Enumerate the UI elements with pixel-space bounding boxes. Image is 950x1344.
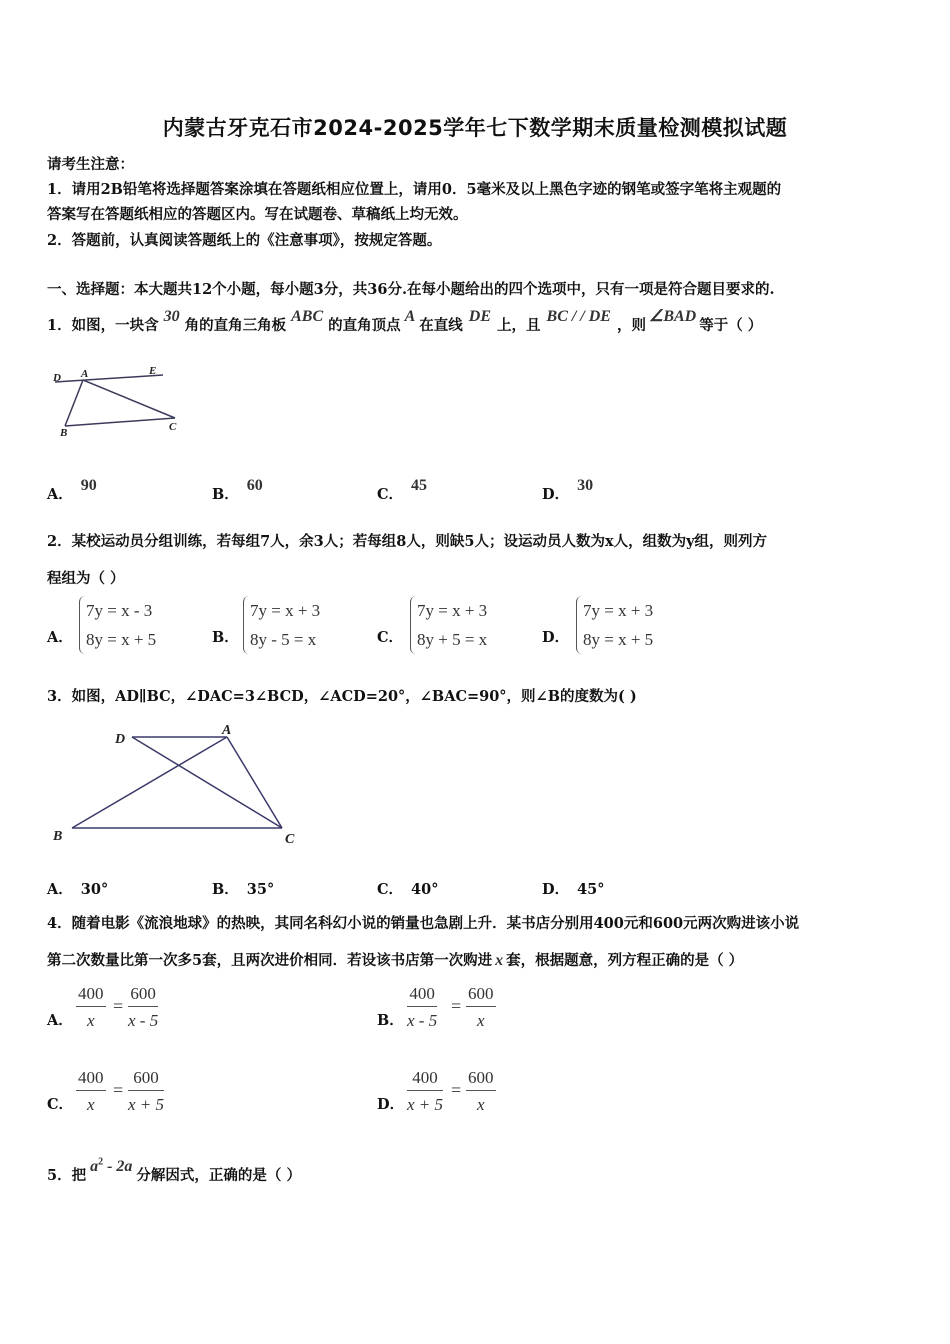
q3-line-ac — [227, 737, 282, 828]
q1-text-5: 上，且 — [497, 317, 541, 334]
q2-option-a-system — [79, 596, 156, 654]
q3-option-c[interactable] — [377, 878, 438, 899]
numerator: 600 — [466, 1068, 496, 1091]
option-label: B． — [212, 881, 239, 898]
q5-expression — [90, 1158, 132, 1175]
q4-a-frac-right — [128, 984, 158, 1031]
option-value: 35° — [246, 881, 275, 898]
q1-figure — [45, 360, 195, 440]
denominator: x — [86, 1095, 95, 1114]
q4-option-d-label[interactable]: D． — [377, 1096, 405, 1113]
q1-line-de — [55, 375, 163, 382]
q1-label-e: E — [149, 365, 157, 377]
q2-option-a-label[interactable]: A． — [47, 629, 73, 646]
denominator: x - 5 — [128, 1011, 159, 1030]
q5-expr-exponent: 2 — [98, 1156, 104, 1168]
q3-line-ba — [72, 737, 227, 828]
q4-option-a-label[interactable]: A． — [47, 1012, 73, 1029]
q2-option-d-label[interactable]: D． — [542, 629, 570, 646]
numerator: 400 — [76, 984, 106, 1007]
option-value: 45° — [577, 881, 605, 898]
q4-a-frac-left — [76, 984, 106, 1031]
notice-heading: 请考生注意： — [47, 156, 134, 173]
q4-option-b-label[interactable]: B． — [377, 1012, 404, 1029]
q1-math-angle: ∠BAD — [648, 308, 697, 325]
numerator: 400 — [76, 1068, 106, 1091]
numerator: 600 — [128, 1068, 164, 1091]
equation: 8y - 5 = x — [250, 630, 317, 649]
q5-expr-rest: - 2a — [103, 1158, 133, 1175]
q1-option-c[interactable] — [377, 477, 428, 504]
q3-label-d: D — [115, 732, 126, 747]
option-value: 45 — [411, 477, 428, 494]
q2-stem-line2: 程组为（ ） — [47, 570, 125, 587]
q3-option-a[interactable] — [47, 878, 108, 899]
q2-option-d-system — [576, 596, 653, 654]
q2-option-b-system — [243, 596, 320, 654]
q2-option-c-system — [410, 596, 487, 654]
q4-a-equals: = — [113, 996, 124, 1016]
equation: 8y = x + 5 — [583, 630, 654, 649]
notice-line1b: 答案写在答题纸相应的答题区内。写在试题卷、草稿纸上均无效。 — [47, 206, 468, 223]
option-label: D． — [542, 881, 570, 898]
option-label: D． — [542, 486, 570, 503]
equation: 7y = x + 3 — [417, 601, 488, 620]
numerator: 600 — [128, 984, 158, 1007]
equation: 7y = x - 3 — [86, 601, 153, 620]
q1-math-abc: ABC — [291, 308, 324, 325]
q5-text: 5．把 — [47, 1167, 87, 1184]
q5-stem — [47, 1156, 301, 1185]
option-label: B． — [212, 486, 239, 503]
equation: 8y + 5 = x — [417, 630, 488, 649]
option-value: 30 — [577, 477, 594, 494]
option-label: C． — [377, 486, 404, 503]
q3-option-d[interactable] — [542, 878, 605, 899]
section-heading: 一、选择题：本大题共12个小题，每小题3分，共36分.在每小题给出的四个选项中，只有一项是符合题目要求的. — [47, 281, 775, 298]
q1-text-4: 在直线 — [419, 317, 463, 334]
q1-option-d[interactable] — [542, 477, 594, 504]
equation: 7y = x + 3 — [583, 601, 654, 620]
q4-d-equals: = — [451, 1080, 462, 1100]
option-value: 90 — [80, 477, 97, 494]
q1-side-ac — [83, 380, 175, 418]
q4-option-c-label[interactable]: C． — [47, 1096, 74, 1113]
q1-math-30: 30 — [163, 308, 180, 325]
q1-math-a: A — [404, 308, 416, 325]
q4-text: 套，根据题意，列方程正确的是（ ） — [506, 952, 744, 969]
q5-expr-a: a — [90, 1158, 99, 1175]
q4-stem-line2 — [47, 949, 743, 970]
notice-line2: 2．答题前，认真阅读答题纸上的《注意事项》，按规定答题。 — [47, 232, 442, 249]
q2-option-c-label[interactable]: C． — [377, 629, 404, 646]
denominator: x + 5 — [407, 1095, 444, 1114]
q4-d-frac-left — [407, 1068, 443, 1115]
q1-text-7: 等于（ ） — [699, 317, 763, 334]
q1-label-c: C — [169, 421, 177, 433]
q3-stem: 3．如图，AD∥BC，∠DAC=3∠BCD，∠ACD=20°，∠BAC=90°，则∠B的度数为( ) — [47, 688, 637, 705]
q1-label-b: B — [60, 427, 68, 439]
q4-c-equals: = — [113, 1080, 124, 1100]
q1-stem — [47, 308, 763, 335]
q4-d-frac-right — [466, 1068, 496, 1115]
option-value: 40° — [411, 881, 439, 898]
q1-text-2: 角的直角三角板 — [184, 317, 287, 334]
q2-stem-line1: 2．某校运动员分组训练，若每组7人，余3人；若每组8人，则缺5人；设运动员人数为x人，组数为y组，则列方 — [47, 533, 768, 550]
q4-c-frac-left — [76, 1068, 106, 1115]
option-value: 60 — [246, 477, 263, 494]
equation: 7y = x + 3 — [250, 601, 321, 620]
q1-option-b[interactable] — [212, 477, 263, 504]
q2-option-b-label[interactable]: B． — [212, 629, 239, 646]
q1-side-bc — [65, 418, 175, 426]
q4-b-frac-right — [466, 984, 496, 1031]
q4-stem-line1: 4．随着电影《流浪地球》的热映，其同名科幻小说的销量也急剧上升．某书店分别用400元和600元两次购进该小说 — [47, 915, 800, 932]
q4-b-equals: = — [451, 996, 462, 1016]
q5-text: 分解因式，正确的是（ ） — [136, 1167, 301, 1184]
q3-figure — [45, 718, 305, 848]
q1-math-de: DE — [468, 308, 492, 325]
q1-text-1: 1．如图，一块含 — [47, 317, 159, 334]
option-value: 30° — [80, 881, 109, 898]
q3-label-a: A — [222, 723, 232, 738]
denominator: x — [86, 1011, 95, 1030]
q4-b-frac-left — [407, 984, 437, 1031]
page-title: 内蒙古牙克石市2024-2025学年七下数学期末质量检测模拟试题 — [162, 116, 788, 140]
q1-option-a[interactable] — [47, 477, 97, 504]
equation: 8y = x + 5 — [86, 630, 157, 649]
q4-c-frac-right — [128, 1068, 164, 1115]
q3-line-dc — [132, 737, 282, 828]
denominator: x — [476, 1095, 485, 1114]
q1-label-a: A — [81, 368, 89, 380]
numerator: 400 — [407, 984, 437, 1007]
notice-line1a: 1．请用2B铅笔将选择题答案涂填在答题纸相应位置上，请用0．5毫米及以上黑色字迹的钢笔或签字笔将主观题的 — [47, 181, 782, 198]
q3-label-b: B — [53, 829, 63, 844]
numerator: 400 — [407, 1068, 443, 1091]
denominator: x - 5 — [407, 1011, 438, 1030]
q1-math-parallel: BC / / DE — [546, 308, 611, 325]
q4-text: 第二次数量比第一次多5套，且两次进价相同．若设该书店第一次购进 — [47, 952, 493, 969]
q3-label-c: C — [285, 832, 295, 847]
option-label: A． — [47, 881, 73, 898]
q3-option-b[interactable] — [212, 878, 274, 899]
denominator: x + 5 — [128, 1095, 165, 1114]
numerator: 600 — [466, 984, 496, 1007]
denominator: x — [476, 1011, 485, 1030]
q1-text-3: 的直角顶点 — [328, 317, 401, 334]
q1-label-d: D — [53, 372, 61, 384]
q1-side-ab — [65, 380, 83, 426]
q1-text-6: ，则 — [616, 317, 646, 334]
option-label: A． — [47, 486, 73, 503]
option-label: C． — [377, 881, 404, 898]
q4-variable-x: x — [495, 952, 504, 969]
